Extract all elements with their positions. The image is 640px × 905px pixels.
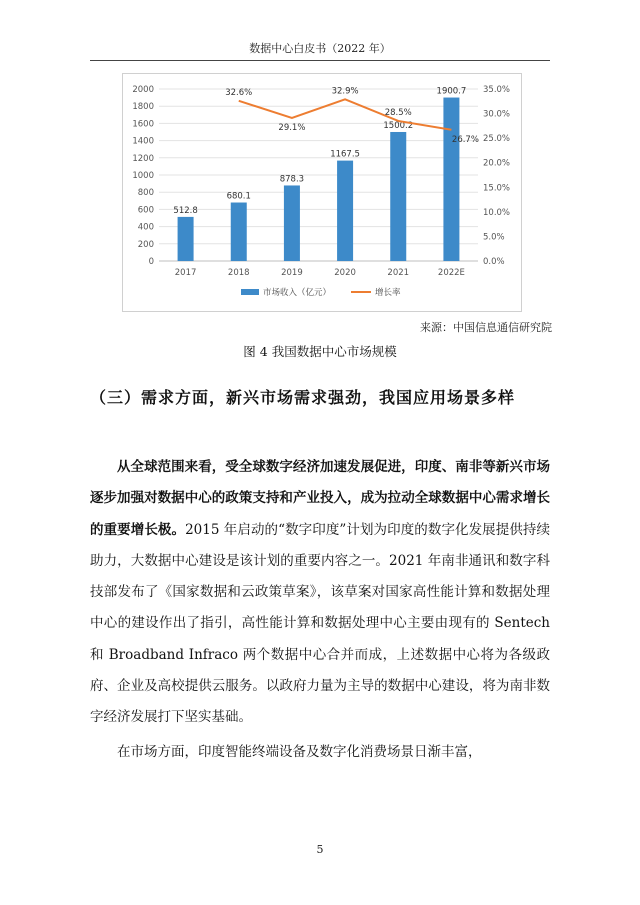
bar <box>390 132 406 261</box>
bar <box>178 217 194 261</box>
bar-data-label: 680.1 <box>226 191 251 202</box>
y-tick-label: 800 <box>137 188 154 199</box>
y-tick-label: 1000 <box>132 171 154 181</box>
y-tick-label: 2000 <box>132 85 154 95</box>
y-tick-label: 1400 <box>132 136 154 147</box>
y2-tick-label: 25.0% <box>483 134 511 145</box>
bar-data-label: 878.3 <box>279 174 305 185</box>
header-rule <box>90 60 550 61</box>
y2-tick-label: 20.0% <box>483 158 511 169</box>
figure-source: 来源：中国信息通信研究院 <box>420 321 552 334</box>
y2-tick-label: 15.0% <box>483 183 511 194</box>
paragraph-1-rest: 2015 年启动的“数字印度”计划为印度的数字化发展提供持续助力，大数据中心建设是该计划的重要内容之一。2021 年南非通讯和数字科技部发布了《国家数据和云政策草案》，该草案对国家高性能计算和数据处理中心的建设作出了指引，高性能计算和数据处理中心主要由现有的 Sentech 和 Broadband Infraco 两个数据中心合并而成，上述数据中心将为各级政府、企业及高校提供云服务。以政府力量为主导的数据中心建设，将为南非数字经济发展打下坚实基础。 <box>90 521 551 726</box>
y-tick-label: 1200 <box>132 153 154 164</box>
y-tick-label: 1600 <box>132 119 154 130</box>
line-data-label: 32.6% <box>225 87 253 98</box>
y-tick-label: 600 <box>137 205 154 216</box>
page-header: 数据中心白皮书（2022 年） <box>249 42 391 55</box>
x-tick-label: 2020 <box>334 268 356 278</box>
bar-data-label: 1167.5 <box>330 149 360 160</box>
x-tick-label: 2017 <box>174 268 197 278</box>
y2-tick-label: 30.0% <box>483 109 511 120</box>
paragraph-1-bold: 从全球范围来看，受全球数字经济加速发展促进，印度、南非等新兴市场逐步加强对数据中心的政策支持和产业投入，成为拉动全球数据中心需求增长的重要增长极。 <box>90 459 550 538</box>
section-heading: （三）需求方面，新兴市场需求强劲，我国应用场景多样 <box>90 388 516 407</box>
y-tick-label: 1800 <box>132 102 154 113</box>
legend-bar-swatch <box>241 289 259 295</box>
paragraph-1 <box>90 452 550 734</box>
bar <box>443 98 459 261</box>
y2-tick-label: 0.0% <box>483 257 505 267</box>
y-tick-label: 400 <box>137 222 154 233</box>
bar <box>231 203 247 261</box>
bar-data-label: 1900.7 <box>436 86 467 97</box>
y2-tick-label: 5.0% <box>483 232 505 243</box>
bar-data-label: 512.8 <box>173 205 198 216</box>
line-data-label: 29.1% <box>278 122 306 133</box>
page-number: 5 <box>316 843 324 856</box>
growth-rate-line <box>239 99 452 129</box>
line-data-label: 32.9% <box>331 86 359 97</box>
line-data-label: 28.5% <box>384 107 412 118</box>
y2-tick-label: 35.0% <box>483 85 511 95</box>
x-tick-label: 2022E <box>437 268 465 278</box>
body-text <box>90 452 550 768</box>
legend-line-label: 增长率 <box>375 288 401 298</box>
line-data-label: 26.7% <box>451 134 479 145</box>
figure-caption: 图 4 我国数据中心市场规模 <box>243 344 397 359</box>
legend-bar-label: 市场收入（亿元） <box>263 288 332 298</box>
x-tick-label: 2021 <box>387 268 410 278</box>
market-size-chart <box>122 73 522 312</box>
bar-data-label: 1500.2 <box>383 120 414 131</box>
bar <box>284 185 300 261</box>
y-tick-label: 0 <box>148 257 154 267</box>
y-tick-label: 200 <box>137 239 154 250</box>
x-tick-label: 2018 <box>227 268 250 278</box>
paragraph-2: 在市场方面，印度智能终端设备及数字化消费场景日渐丰富， <box>117 743 482 760</box>
y2-tick-label: 10.0% <box>483 207 511 218</box>
x-tick-label: 2019 <box>281 268 303 278</box>
bar <box>337 161 353 261</box>
chart-svg <box>123 74 521 311</box>
